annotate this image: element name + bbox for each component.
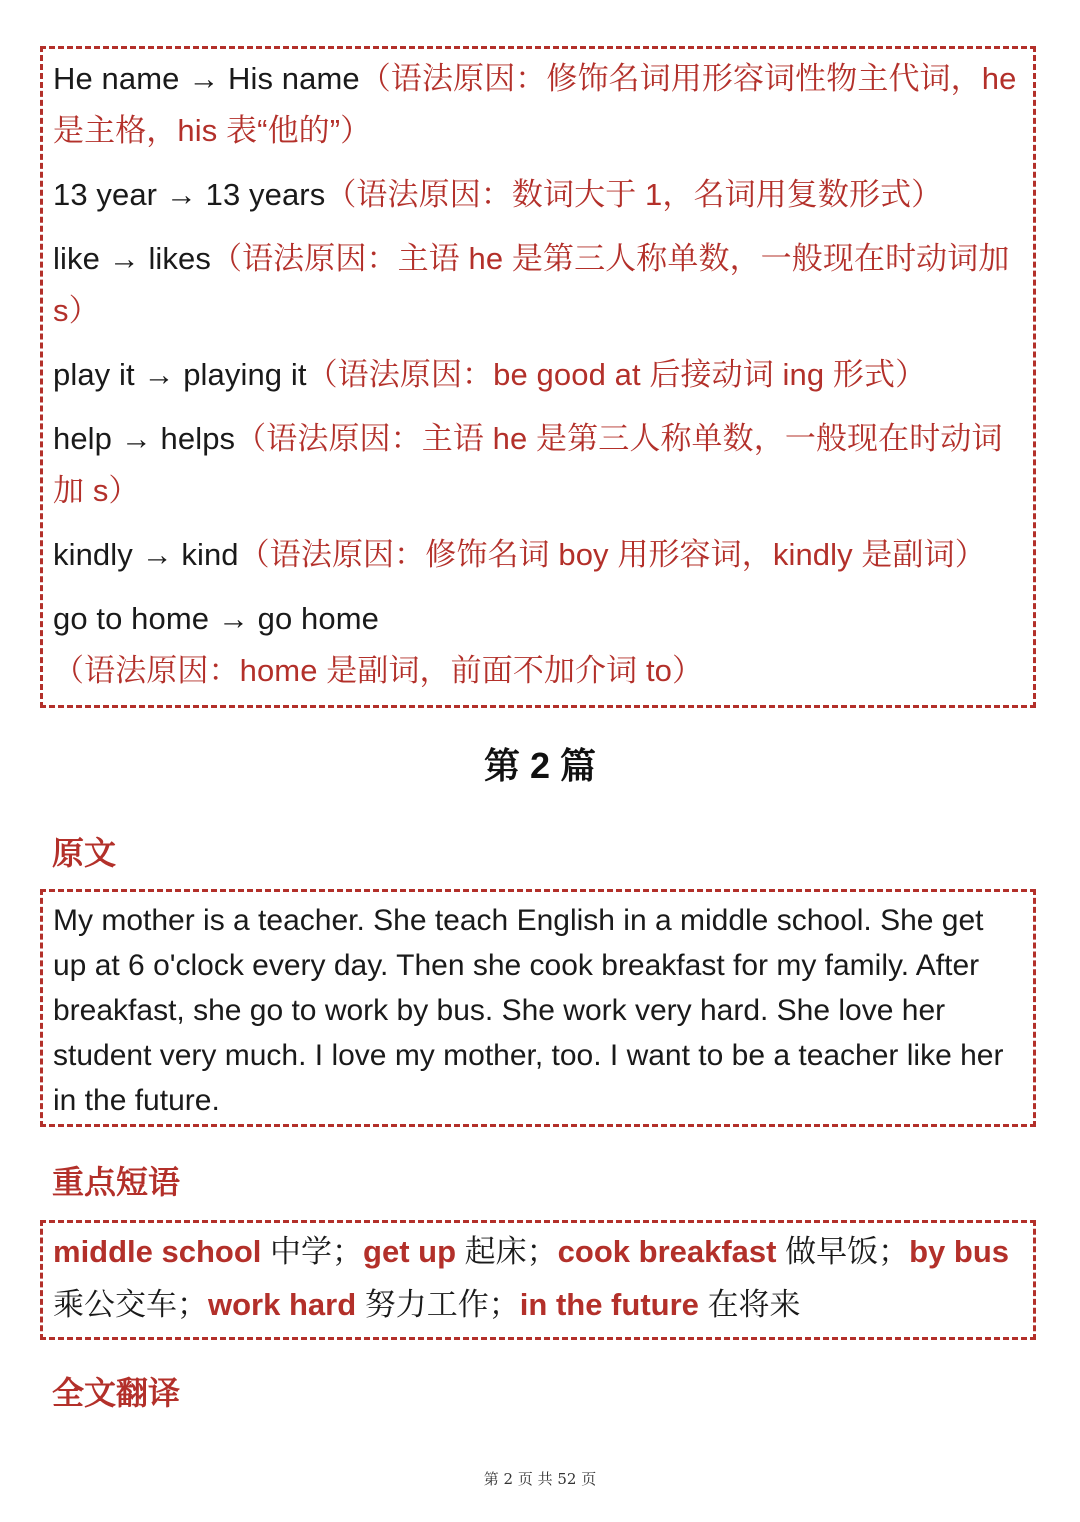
- correction-item: [53, 413, 1023, 517]
- original-text-heading: 原文: [52, 835, 117, 871]
- correction-english: kindly → kind: [53, 537, 239, 572]
- correction-item: [53, 53, 1023, 157]
- phrase-chinese: 起床；: [456, 1234, 558, 1269]
- correction-item: [53, 349, 1023, 401]
- correction-english: go to home → go home: [53, 601, 379, 636]
- phrase-chinese: 在将来: [698, 1287, 801, 1322]
- correction-item: [53, 529, 1023, 581]
- article-title: 第 2 篇: [483, 745, 597, 786]
- correction-reason: （语法原因：home 是副词，前面不加介词 to）: [53, 653, 704, 688]
- corrections-box: [40, 46, 1036, 708]
- phrase-english: cook breakfast: [557, 1234, 777, 1269]
- correction-reason: （语法原因：主语 he 是第三人称单数，一般现在时动词加 s）: [53, 421, 1003, 508]
- correction-item: [53, 233, 1023, 337]
- correction-english: like → likes: [53, 241, 211, 276]
- phrase-english: middle school: [53, 1234, 262, 1269]
- correction-item: [53, 169, 1023, 221]
- key-phrases-text: [53, 1225, 1023, 1331]
- correction-reason: （语法原因：数词大于 1，名词用复数形式）: [325, 177, 943, 212]
- key-phrases-box: [40, 1220, 1036, 1340]
- correction-english: help → helps: [53, 421, 236, 456]
- phrase-english: work hard: [208, 1287, 357, 1322]
- original-text: My mother is a teacher. She teach English in a middle school. She get up at 6 o'clock every day. Then she cook breakfast for my family. After breakfast, she go to work by bus. She work very hard. She love her student very much. I love my mother, too. I want to be a teacher like her in the future.: [53, 904, 1004, 1117]
- phrase-chinese: 中学；: [261, 1234, 364, 1269]
- correction-english: play it → playing it: [53, 357, 307, 392]
- full-translation-heading: 全文翻译: [52, 1375, 181, 1411]
- key-phrases-heading: 重点短语: [52, 1164, 181, 1200]
- phrase-english: in the future: [519, 1287, 699, 1322]
- phrase-english: get up: [363, 1234, 457, 1269]
- correction-reason: （语法原因：修饰名词 boy 用形容词，kindly 是副词）: [238, 537, 986, 572]
- correction-english: 13 year → 13 years: [53, 177, 326, 212]
- phrase-english: by bus: [909, 1234, 1010, 1269]
- phrase-chinese: 努力工作；: [356, 1287, 520, 1322]
- correction-english: He name → His name: [53, 61, 360, 96]
- correction-item: [53, 593, 1023, 697]
- phrase-chinese: 做早饭；: [776, 1234, 910, 1269]
- original-text-box: [40, 889, 1036, 1127]
- phrase-chinese: 乘公交车；: [53, 1287, 208, 1322]
- correction-reason: （语法原因：修饰名词用形容词性物主代词，he 是主格，his 表“他的”）: [53, 61, 1017, 148]
- correction-reason: （语法原因：主语 he 是第三人称单数，一般现在时动词加 s）: [53, 241, 1010, 328]
- page-number: 第 2 页 共 52 页: [483, 1470, 597, 1488]
- correction-reason: （语法原因：be good at 后接动词 ing 形式）: [306, 357, 927, 392]
